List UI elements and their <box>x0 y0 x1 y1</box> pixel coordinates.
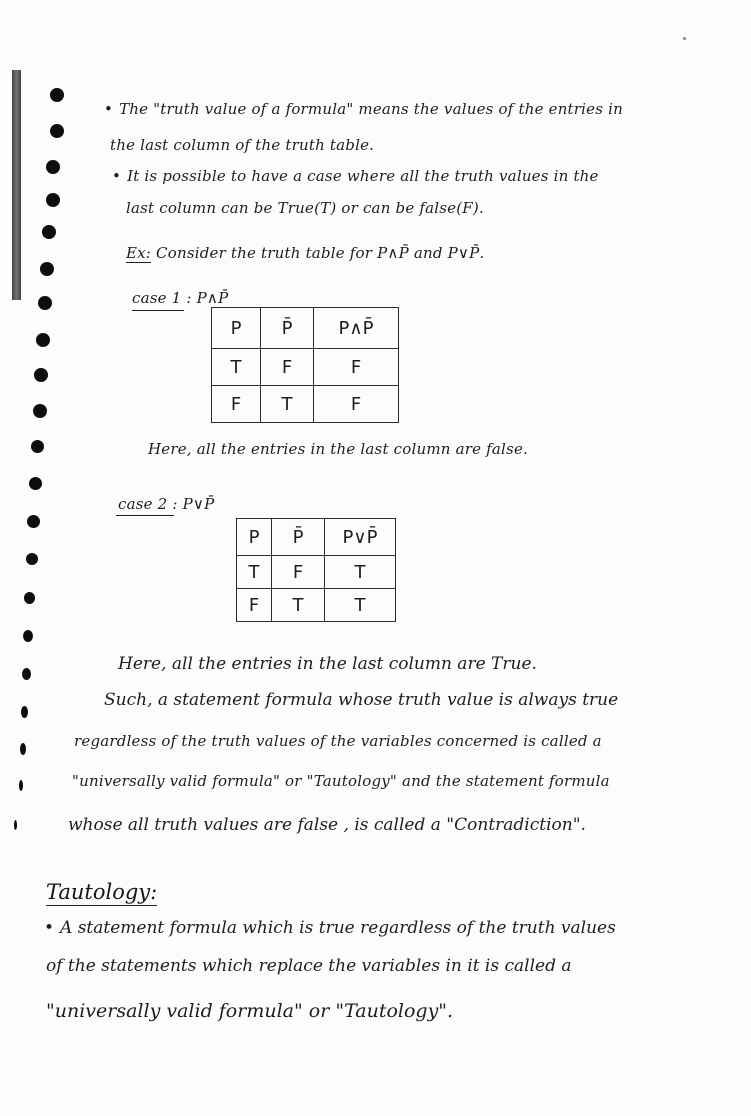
tautology-intro-line-3: "universally valid formula" or "Tautology" and the statement formula <box>72 772 610 790</box>
table-cell: F <box>272 556 325 589</box>
table-row <box>237 556 396 589</box>
truth-value-definition-line-1: • The "truth value of a formula" means the values of the entries in <box>104 100 623 118</box>
tautology-definition-line-3: "universally valid formula" or "Tautology". <box>46 1000 454 1022</box>
binding-hole <box>27 515 40 528</box>
case-2-title <box>118 495 214 513</box>
table-header-cell: P∨P̄ <box>325 519 396 556</box>
case-2-formula: P∨P̄ <box>182 495 215 513</box>
table-cell: T <box>272 589 325 622</box>
tautology-definition-line-1: • A statement formula which is true regardless of the truth values <box>44 918 616 938</box>
case-2-truth-table <box>236 518 396 622</box>
paper-speck <box>683 37 686 40</box>
table-header-cell: P∧P̄ <box>314 308 399 349</box>
binding-hole <box>34 368 48 382</box>
case-2-underline <box>116 515 174 516</box>
tautology-intro-line-1: Such, a statement formula whose truth value is always true <box>104 690 619 710</box>
table-header-cell: P̄ <box>261 308 314 349</box>
binding-hole <box>29 477 42 490</box>
binding-hole <box>26 553 38 565</box>
binding-hole <box>23 630 33 642</box>
table-row <box>212 386 399 423</box>
table-row <box>212 349 399 386</box>
table-cell: F <box>212 386 261 423</box>
tautology-intro-line-4: whose all truth values are false , is called a "Contradiction". <box>68 815 586 835</box>
table-cell: T <box>212 349 261 386</box>
table-row <box>237 589 396 622</box>
case-1-label: case 1 : <box>132 289 192 307</box>
table-cell: F <box>314 386 399 423</box>
table-cell: T <box>325 556 396 589</box>
binding-hole <box>36 333 50 347</box>
binding-hole <box>38 296 52 310</box>
table-cell: T <box>325 589 396 622</box>
case-1-underline <box>132 310 184 311</box>
binding-hole <box>50 88 64 102</box>
table-cell: T <box>237 556 272 589</box>
binding-hole <box>33 404 47 418</box>
binding-hole <box>21 706 28 718</box>
case-1-formula: P∧P̄ <box>196 289 229 307</box>
tautology-heading-text: Tautology: <box>46 880 158 904</box>
binding-hole <box>40 262 54 276</box>
tautology-definition-line-2: of the statements which replace the variables in it is called a <box>46 956 572 976</box>
possibility-line-2: last column can be True(T) or can be false(F). <box>126 199 484 217</box>
table-header-cell: P̄ <box>272 519 325 556</box>
table-cell: F <box>261 349 314 386</box>
tautology-intro-line-2: regardless of the truth values of the variables concerned is called a <box>74 732 602 750</box>
case-2-conclusion: Here, all the entries in the last column are True. <box>118 654 537 674</box>
table-header-cell: P <box>212 308 261 349</box>
notebook-spine <box>12 70 21 300</box>
example-text: Consider the truth table for P∧P̄ and P∨P̄. <box>156 244 485 262</box>
binding-hole <box>46 160 60 174</box>
binding-hole <box>19 780 23 791</box>
binding-hole <box>42 225 56 239</box>
truth-value-definition-line-2: the last column of the truth table. <box>110 136 375 154</box>
table-cell: F <box>237 589 272 622</box>
example-label: Ex: <box>126 244 152 262</box>
possibility-line-1: • It is possible to have a case where all the truth values in the <box>112 167 599 185</box>
case-2-label: case 2 : <box>118 495 178 513</box>
table-cell: T <box>261 386 314 423</box>
table-header-row <box>237 519 396 556</box>
table-header-row <box>212 308 399 349</box>
table-header-cell: P <box>237 519 272 556</box>
binding-hole <box>31 440 44 453</box>
case-1-conclusion: Here, all the entries in the last column are false. <box>148 440 528 458</box>
binding-hole <box>22 668 31 680</box>
tautology-heading <box>46 880 157 904</box>
binding-hole <box>50 124 64 138</box>
case-1-truth-table <box>211 307 399 423</box>
binding-hole <box>46 193 60 207</box>
case-1-title <box>132 289 228 307</box>
example-line <box>126 244 484 262</box>
binding-hole <box>24 592 35 604</box>
table-cell: F <box>314 349 399 386</box>
binding-hole <box>14 820 17 830</box>
binding-hole <box>20 743 26 755</box>
